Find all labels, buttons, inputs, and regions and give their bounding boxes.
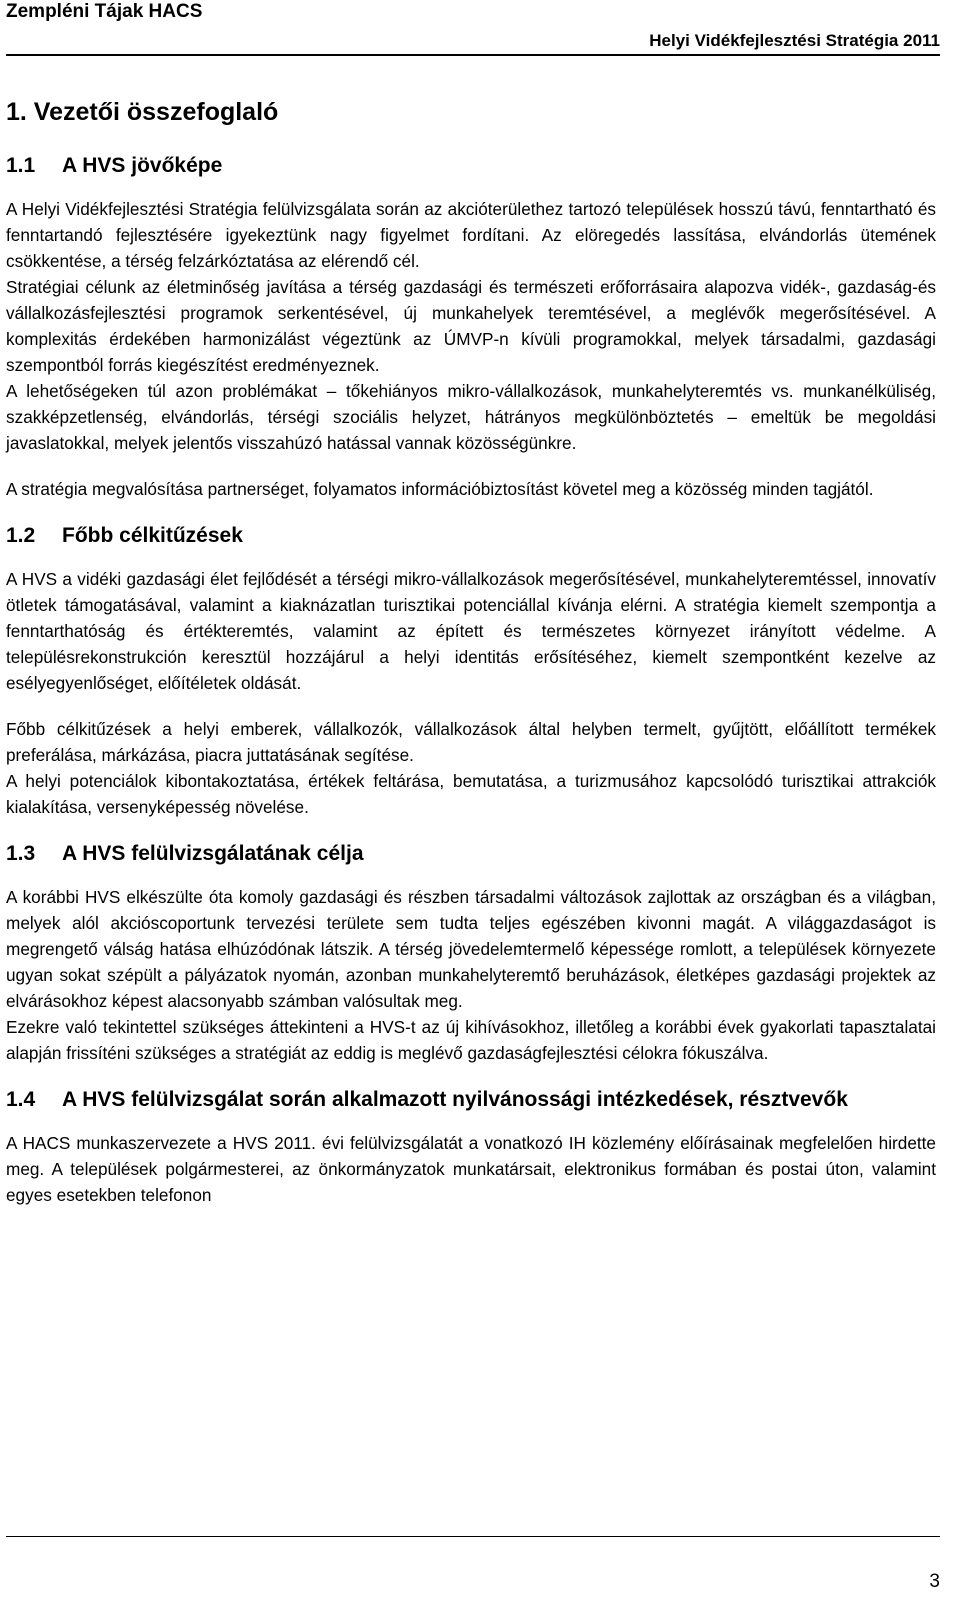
paragraph: A HVS a vidéki gazdasági élet fejlődését a térségi mikro-vállalkozások megerősítésével, munkahelyteremtéssel, innovatív ötletek támogatásával, valamint a kiaknázatlan turisztikai potenciállal kívánja elérni. A stratégia kiemelt szempontja a fenntarthatóság és értékteremtés, valamint az épített és természetes környezet irányított védelme. A településrekonstrukción keresztül hozzájárul a helyi identitás erősítéséhez, kiemelt szempontként kezelve az esélyegyenlőséget, előítéletek oldását. [6, 569, 936, 693]
paragraph: Stratégiai célunk az életminőség javítása a térség gazdasági és természeti erőforrásaira alapozva vidék-, gazdaság-és vállalkozásfejlesztési programok serkentésével, új munkahelyek teremtésével, a meglévők megerősítésével. A komplexitás érdekében harmonizálást végeztünk az ÚMVP-n kívüli programokkal, melyek társadalmi, gazdasági szempontból forrás kiegészítést eredményeznek. [6, 277, 936, 375]
document-body [6, 94, 936, 1208]
paragraph: A Helyi Vidékfejlesztési Stratégia felülvizsgálata során az akcióterülethez tartozó települések hosszú távú, fenntartható és fenntartandó fejlesztésére igyekeztünk nagy figyelmet fordítani. Az elöregedés lassítása, elvándorlás ütemének csökkentése, a térség felzárkóztatása az elérendő cél. [6, 199, 936, 271]
header-organization: Zempléni Tájak HACS [6, 1, 203, 22]
paragraph: A stratégia megvalósítása partnerséget, folyamatos információbiztosítást követel meg a közösség minden tagjától. [6, 479, 874, 499]
section-heading [6, 152, 936, 180]
section-title: A HVS felülvizsgálatának célja [62, 842, 364, 865]
section-heading [6, 1086, 936, 1114]
header-document-title: Helyi Vidékfejlesztési Stratégia 2011 [649, 31, 940, 50]
section-number: 1.4 [6, 1088, 36, 1111]
paragraph: A helyi potenciálok kibontakoztatása, értékek feltárása, bemutatása, a turizmusához kapcsolódó turisztikai attrakciók kialakítása, versenyképesség növelése. [6, 771, 936, 817]
section-title: A HVS jövőképe [62, 154, 223, 177]
section-number: 1.3 [6, 842, 36, 865]
paragraph: A korábbi HVS elkészülte óta komoly gazdasági és részben társadalmi változások zajlottak az országban és a világban, melyek alól akcióscoportunk tervezési területe sem tudta teljes egészében kivonni magát. A világgazdaságot is megrengető válság hatása elhúzódónak látszik. A térség jövedelemtermelő képessége romlott, a települések környezete ugyan sokat szépült a pályázatok nyomán, azonban munkahelyteremtő beruházások, életképes gazdasági projektek az elvárásokhoz képest alacsonyabb számban valósultak meg. [6, 887, 936, 1011]
header-divider [6, 54, 940, 56]
page-number: 3 [929, 1571, 940, 1592]
paragraph: A lehetőségeken túl azon problémákat – tőkehiányos mikro-vállalkozások, munkahelyteremtés vs. munkanélküliség, szakképzetlenség, elvándorlás, térségi szociális helyzet, hátrányos megkülönböztetés – emeltük be megoldási javaslatokkal, melyek jelentős visszahúzó hatással vannak közösségünkre. [6, 381, 936, 453]
paragraph: A HACS munkaszervezete a HVS 2011. évi felülvizsgálatát a vonatkozó IH közlemény előírásainak megfelelően hirdette meg. A települések polgármesterei, az önkormányzatok munkatársait, elektronikus formában és postai úton, valamint egyes esetekben telefonon [6, 1133, 936, 1205]
section-title: Főbb célkitűzések [62, 524, 243, 547]
chapter-title: 1. Vezetői összefoglaló [6, 98, 279, 126]
section-heading [6, 840, 936, 868]
paragraph: Főbb célkitűzések a helyi emberek, vállalkozók, vállalkozások által helyben termelt, gyűjtött, előállított termékek preferálása, márkázása, piacra juttatásának segítése. [6, 719, 936, 765]
section-heading [6, 522, 936, 550]
footer-divider [6, 1536, 940, 1537]
section-number: 1.1 [6, 154, 36, 177]
section-title: A HVS felülvizsgálat során alkalmazott nyilvánossági intézkedések, résztvevők [62, 1088, 848, 1111]
paragraph: Ezekre való tekintettel szükséges áttekinteni a HVS-t az új kihívásokhoz, illetőleg a korábbi évek gyakorlati tapasztalatai alapján frissíténi szükséges a stratégiát az eddig is meglévő gazdaságfejlesztési célokra fókuszálva. [6, 1017, 936, 1063]
section-number: 1.2 [6, 524, 36, 547]
